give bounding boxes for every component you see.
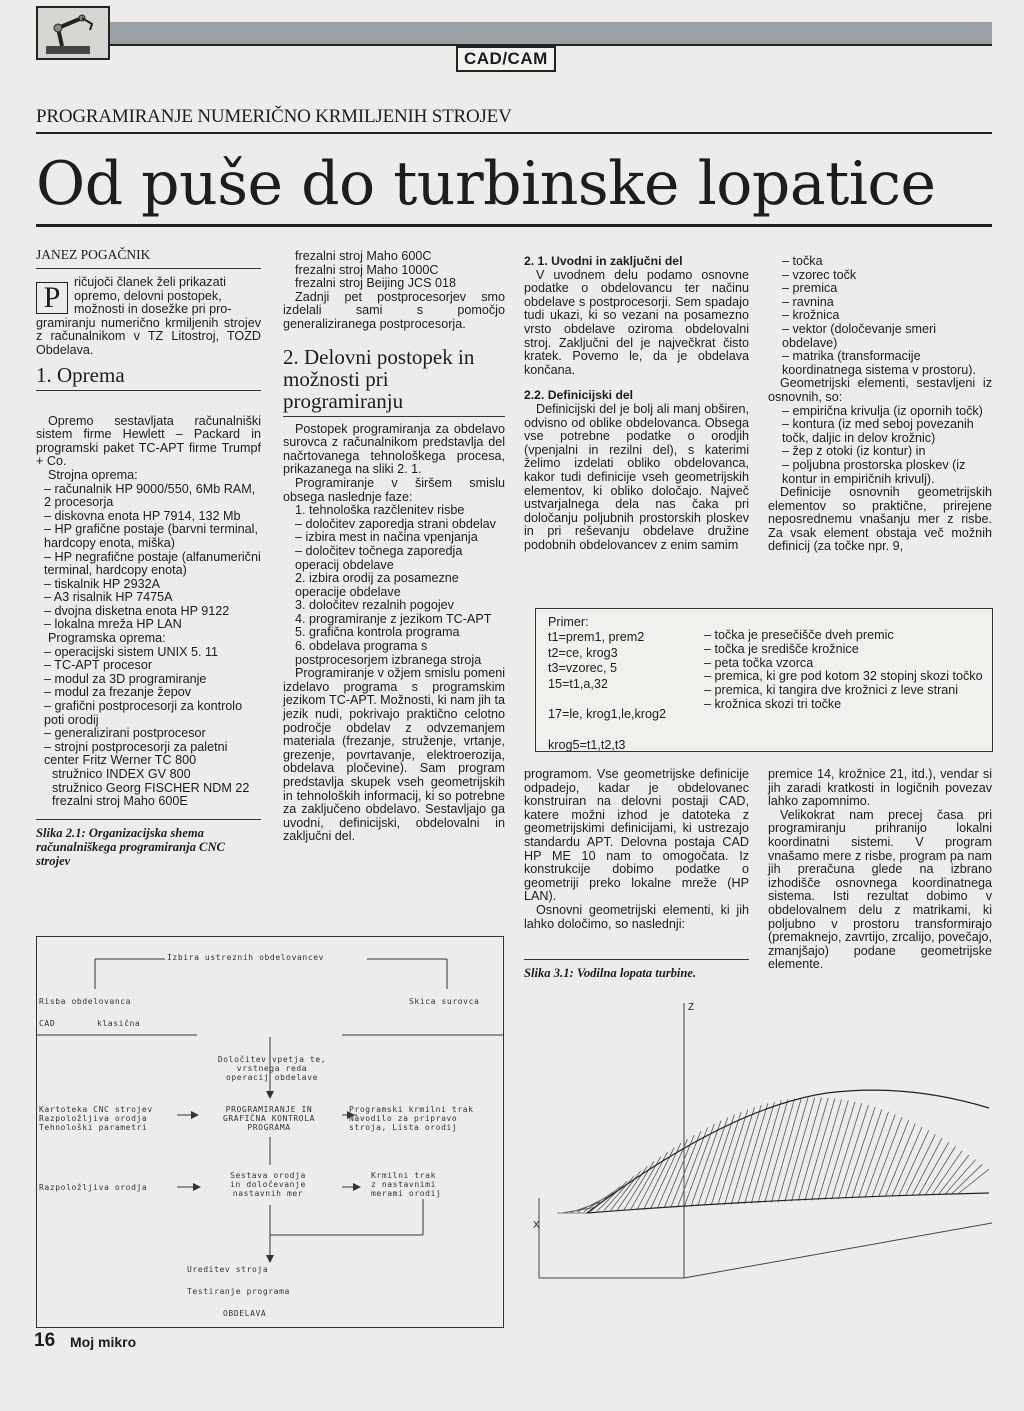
x-axis-label: X xyxy=(533,1220,540,1231)
blade-hatch-line xyxy=(604,1176,634,1210)
intro-first-lines xyxy=(36,276,261,317)
paragraph: Definicije osnovnih geometrijskih elementov so praktične, prirejene neposrednemu vnašanju mer z risbe. Za vsak element obstaja več možnih definicij (za točke npr. 9, xyxy=(768,485,992,554)
hardware-title: Strojna oprema: xyxy=(48,467,138,482)
paragraph: Geometrijski elementi, sestavljeni iz osnovnih, so: xyxy=(768,376,992,404)
blade-hatch-line xyxy=(771,1098,801,1202)
flow-node: Izbira ustreznih obdelovancev xyxy=(167,953,325,962)
list-item: frezalni stroj Maho 600E xyxy=(52,794,188,809)
list-item: – premica xyxy=(782,281,838,296)
paragraph: Osnovni geometrijski elementi, ki jih lahko določimo, so naslednji: xyxy=(524,902,749,931)
flow-node-line: Določitev vpetja te, xyxy=(217,1055,327,1064)
list-item: – ravnina xyxy=(782,294,834,309)
blade-hatch-line xyxy=(584,1192,614,1212)
flow-node: CAD xyxy=(39,1019,56,1028)
code-line: t2=ce, krog3 xyxy=(548,645,618,660)
blade-hatch-line xyxy=(597,1181,627,1211)
list-item: – lokalna mreža HP LAN xyxy=(44,617,182,632)
list-item: 6. obdelava programa s postprocesorjem izbranega stroja xyxy=(295,639,482,667)
note-line: – točka je središče krožnice xyxy=(704,641,859,656)
blade-hatch-line xyxy=(892,1127,922,1196)
flow-node-line: nastavnih mer xyxy=(232,1189,304,1198)
code-line: t1=prem1, prem2 xyxy=(548,630,645,645)
blade-hatch-line xyxy=(792,1098,822,1202)
column-3 xyxy=(524,255,749,552)
list-item: – poljubna prostorska ploskev (iz kontur in empiričnih krivulj). xyxy=(782,457,966,486)
flow-node-line: z nastavnimi xyxy=(371,1180,436,1189)
flow-node-line: Krmilni trak xyxy=(371,1171,436,1180)
note-line: – točka je presečišče dveh premic xyxy=(704,628,894,642)
blade-hatch-line xyxy=(745,1102,775,1204)
flow-node-line: operacij obdelave xyxy=(225,1073,319,1082)
flow-node: Razpoložljiva orodja xyxy=(39,1183,148,1192)
list-item: – določitev zaporedja strani obdelav xyxy=(295,516,496,531)
flow-node: Skica surovca xyxy=(409,997,480,1006)
note-line: – peta točka vzorca xyxy=(704,655,814,670)
blade-hatch-line xyxy=(872,1117,902,1197)
list-item: – žep z otoki (iz kontur) in xyxy=(782,444,926,459)
code-line: 17=le, krog1,le,krog2 xyxy=(548,707,666,722)
kicker-title: PROGRAMIRANJE NUMERIČNO KRMILJENIH STROJEV xyxy=(36,106,512,127)
flow-node-line: vrstnega reda xyxy=(236,1064,308,1073)
list-item: – TC-APT procesor xyxy=(44,658,153,673)
z-axis-label: Z xyxy=(688,1002,695,1013)
flow-node-line: Kartoteka CNC strojev xyxy=(39,1105,153,1114)
flow-node xyxy=(203,1171,333,1198)
intro-paragraph: gramiranju numerično krmiljenih strojev z računalnikom v TZ Litostroj, TOZD Obdelava. xyxy=(36,315,261,357)
page-number: 16 xyxy=(34,1330,56,1351)
blade-hatch-line xyxy=(852,1109,882,1198)
flow-node-line: Razpoložljiva orodja xyxy=(39,1114,148,1123)
blade-hatch-line xyxy=(778,1098,808,1202)
flow-node xyxy=(197,1055,347,1082)
paragraph: Definicijski del je bolj ali manj obširen, odvisno od oblike obdelovanca. Obsega vse potrebne podatke o orodjih (vpenjalni in rezilni del), s katerimi želimo izdelati obliko obdelovanca, kakor tudi definicije vseh geometrijskih elementov, ki obliko določajo. Največ ustvarjalnega dela nas čaka pri določanju poljubnih prostorskih ploskev in pri reševanju obdelave družine podobnih obdelovancev z enim samim xyxy=(524,401,749,552)
code-line: t3=vzorec, 5 xyxy=(548,661,617,676)
flow-node-line: PROGRAMIRANJE IN xyxy=(225,1105,313,1114)
list-item: 2. izbira orodij za posamezne operacije obdelave xyxy=(295,571,459,599)
flow-node: OBDELAVA xyxy=(223,1309,267,1318)
kicker-rule xyxy=(36,132,992,134)
list-item: stružnico Georg FISCHER NDM 22 xyxy=(52,780,250,795)
author-name: JANEZ POGAČNIK xyxy=(36,247,151,262)
intro-line: možnosti in dosežke pri pro- xyxy=(74,302,232,317)
paragraph: V uvodnem delu podamo osnovne podatke o obdelovancu ter načinu obdelave s postprocesorji. Sem spadajo tudi ukazi, ki so vezani na posamezno vrsto obdelave oziroma obdelovalni stroj. Zaključni del je največkrat čisto kratek. Povemo le, da je obdelava končana. xyxy=(524,267,749,377)
subsection-2-1-title: 2. 1. Uvodni in zaključni del xyxy=(524,254,683,268)
list-item: – modul za frezanje žepov xyxy=(44,685,192,700)
blade-hatch-line xyxy=(865,1114,895,1197)
list-item: – modul za 3D programiranje xyxy=(44,671,207,686)
paragraph: Zadnji pet postprocesorjev smo izdelali sami s pomočjo generaliziranega postprocesorja. xyxy=(283,289,505,331)
flow-node-line: merami orodij xyxy=(371,1189,442,1198)
headline-rule xyxy=(36,224,992,227)
list-item: – grafični postprocesorji za kontrolo poti orodij xyxy=(44,699,243,727)
code-line xyxy=(548,723,666,738)
flow-node-line: Navodilo za pripravo xyxy=(349,1114,458,1123)
flow-node: Ureditev stroja xyxy=(187,1265,269,1274)
code-line xyxy=(548,692,666,707)
flow-node-line: in določevanje xyxy=(230,1180,306,1189)
list-item: – strojni postprocesorji za paletni center Fritz Werner TC 800 xyxy=(44,739,228,768)
section-2-title: 2. Delovni postopek in možnosti pri programiranju xyxy=(283,344,475,413)
element-list xyxy=(768,255,992,377)
blade-hatch-line xyxy=(805,1098,835,1200)
flow-node: klasična xyxy=(97,1019,141,1028)
paragraph: Programiranje v širšem smislu obsega naslednje faze: xyxy=(283,475,505,504)
note-line: – premica, ki tangira dve krožnici z leve strani xyxy=(704,683,959,698)
list-item: – operacijski sistem UNIX 5. 11 xyxy=(44,644,219,659)
figure-3-1-caption: Slika 3.1: Vodilna lopata turbine. xyxy=(524,966,697,981)
machine-line: frezalni stroj Maho 600C xyxy=(295,249,432,263)
intro-line: opremo, delovni postopek, xyxy=(74,288,222,303)
list-item: – izbira mest in načina vpenjanja xyxy=(295,530,478,545)
header-band xyxy=(108,22,992,44)
section-rule xyxy=(36,390,261,391)
blade-hatch-line xyxy=(684,1124,714,1207)
blade-hatch-line xyxy=(725,1107,755,1204)
list-item: – dvojna disketna enota HP 9122 xyxy=(44,603,230,618)
flow-node xyxy=(39,1105,153,1132)
list-item: – vektor (določevanje smeri obdelave) xyxy=(782,321,936,350)
list-item: – generalizirani postprocesor xyxy=(44,726,206,741)
software-title: Programska oprema: xyxy=(48,631,166,646)
list-item: – določitev točnega zaporedja operacij obdelave xyxy=(295,543,463,572)
example-box xyxy=(535,608,993,752)
paragraph: Opremo sestavljata računalniški sistem firme Hewlett – Packard in programski paket TC-APT firme Trumpf + Co. xyxy=(36,413,261,469)
note-line: – premica, ki gre pod kotom 32 stopinj skozi točko xyxy=(704,669,983,684)
example-code xyxy=(548,615,666,754)
flow-node xyxy=(349,1105,474,1132)
list-item: 5. grafična kontrola programa xyxy=(295,625,460,640)
list-item: 1. tehnološka razčlenitev risbe xyxy=(295,503,465,518)
section-1-title: 1. Oprema xyxy=(36,362,125,387)
organization-flowchart xyxy=(36,936,504,1328)
blade-hatch-line xyxy=(845,1107,875,1199)
flow-node xyxy=(199,1105,339,1132)
element-list xyxy=(768,405,992,487)
hardware-list xyxy=(36,483,261,633)
list-item: – vzorec točk xyxy=(782,267,857,282)
list-item: – matrika (transformacije koordinatnega sistema v prostoru). xyxy=(782,349,976,377)
section-rule xyxy=(283,416,505,417)
caption-rule xyxy=(524,959,749,960)
blade-hatch-line xyxy=(765,1098,795,1202)
flow-node-line: Tehnološki parametri xyxy=(39,1123,148,1132)
machine-line: frezalni stroj Beijing JCS 018 xyxy=(295,276,456,291)
list-item: – HP grafične postaje (barvni terminal, hardcopy enota, miška) xyxy=(44,522,258,550)
code-line: krog5=t1,t2,t3 xyxy=(548,738,626,753)
magazine-name: Moj mikro xyxy=(70,1334,137,1350)
list-item: – kontura (iz med seboj povezanih točk, daljic in delov krožnic) xyxy=(782,417,974,445)
blade-hatch-line xyxy=(812,1099,842,1200)
blade-hatch-line xyxy=(859,1112,889,1198)
intro-line: ričujoči članek želi prikazati xyxy=(74,275,226,289)
software-list xyxy=(36,646,261,809)
subsection-2-2-title: 2.2. Definicijski del xyxy=(524,388,634,403)
list-item: 4. programiranje z jezikom TC-APT xyxy=(295,611,492,626)
list-item: – točka xyxy=(782,254,823,268)
flow-node: Risba obdelovanca xyxy=(39,997,132,1006)
flow-node-line: Sestava orodja xyxy=(230,1171,306,1180)
list-item: 3. določitev rezalnih pogojev xyxy=(295,598,454,613)
paragraph: Postopek programiranja za obdelavo surovca z računalnikom predstavlja del načrtovanega tehnološkega procesa, prikazanega na sliki 2. 1. xyxy=(283,421,505,477)
author-rule xyxy=(36,268,261,269)
column-4 xyxy=(768,255,992,554)
flow-node xyxy=(371,1171,441,1198)
turbine-blade-figure xyxy=(527,998,992,1298)
blade-hatch-line xyxy=(939,1155,969,1194)
blade-hatch-line xyxy=(798,1098,828,1201)
paragraph: premice 14, krožnice 21, itd.), vendar si jih zaradi kratkosti in logičnih povezav lahko zapomnimo. xyxy=(768,767,992,809)
list-item: – tiskalnik HP 2932A xyxy=(44,576,160,591)
blade-hatch-line xyxy=(731,1105,761,1204)
blade-hatch-line xyxy=(704,1115,734,1206)
blade-hatch-line xyxy=(698,1118,728,1206)
caption-rule xyxy=(36,819,261,820)
blade-hatch-line xyxy=(718,1109,748,1205)
blade-hatch-line xyxy=(879,1120,909,1197)
paragraph: programom. Vse geometrijske definicije odpadejo, kadar je obdelovanec konstruiran na delovni postaji CAD, katere možni izhod je datoteka z geometrijskimi definicijami, ki ustrezajo standardu APT. Delovna postaja CAD HP ME 10 nam to omogočata. Iz konstrukcije dobimo podatke o geometriji preko lokalne mreže (HP LAN). xyxy=(524,767,749,904)
list-item: – diskovna enota HP 7914, 132 Mb xyxy=(44,508,241,523)
blade-hatch-line xyxy=(885,1123,915,1196)
drop-cap: P xyxy=(36,282,68,314)
list-item: stružnico INDEX GV 800 xyxy=(52,767,191,781)
example-notes xyxy=(704,629,984,712)
flow-node-line: stroja, Lista orodij xyxy=(349,1123,458,1132)
note-line: – krožnica skozi tri točke xyxy=(704,696,842,711)
list-item: – računalnik HP 9000/550, 6Mb RAM, 2 procesorja xyxy=(44,481,256,510)
paragraph: Programiranje v ožjem smislu pomeni izdelavo programa s programskim jezikom TC-APT. Možnosti, ki nam jih ta jezik nudi, pokrivajo praktično celotno področje obdelav z odvzemanjem materiala (frezanje, struženje, vrtanje, grezenje, povrtavanje, elektroerozija, obdelava pločevine). Sam program predstavlja skupek vseh geometrijskih in tehnoloških informacij, ki so potrebne za zaključeno obdelavo. Sestavljajo ga uvodni, definicijski, obdelovalni in zaključni del. xyxy=(283,666,505,844)
code-line: 15=t1,a,32 xyxy=(548,676,608,691)
flow-node-line: PROGRAMA xyxy=(247,1123,291,1132)
example-title: Primer: xyxy=(548,615,589,629)
headline: Od puše do turbinske lopatice xyxy=(36,149,936,219)
paragraph: Velikokrat nam precej časa pri programiranju prihranijo lokalni koordinatni sistemi. V program vnašamo mere z risbe, program pa nam jih preračuna glede na izbrano izhodišče osnovnega koordinatnega sistema. Isti rezultat dobimo v obdelovalnem delu z matrikami, ki poljubno v prostoru transformirajo (premaknejo, zavrtijo, zrcalijo, povečajo, zmanjšajo) podane geometrijske elemente. xyxy=(768,807,992,972)
list-item: – empirična krivulja (iz opornih točk) xyxy=(782,403,983,418)
robot-arm-logo xyxy=(36,6,110,60)
blade-hatch-line xyxy=(785,1097,815,1201)
blade-hatch-line xyxy=(751,1100,781,1203)
phase-list xyxy=(283,504,505,667)
column-2 xyxy=(283,250,505,844)
list-item: – A3 risalnik HP 7475A xyxy=(44,590,173,605)
list-item: – krožnica xyxy=(782,308,840,323)
list-item: – HP negrafične postaje (alfanumerični terminal, hardcopy enota) xyxy=(44,549,261,578)
column-4-continued xyxy=(768,768,992,972)
blade-hatch-line xyxy=(691,1121,721,1207)
flow-node: Testiranje programa xyxy=(187,1287,290,1296)
figure-2-1-caption: Slika 2.1: Organizacijska shema računalniškega programiranja CNC strojev xyxy=(36,825,225,868)
machine-line: frezalni stroj Maho 1000C xyxy=(295,262,439,277)
blade-hatch-line xyxy=(758,1099,788,1203)
column-1 xyxy=(36,276,261,868)
section-tag: CAD/CAM xyxy=(456,46,556,72)
column-3-continued xyxy=(524,768,749,980)
blade-hatch-line xyxy=(946,1160,976,1194)
flow-node-line: Programski krmilni trak xyxy=(349,1105,474,1114)
flow-node-line: GRAFIČNA KONTROLA xyxy=(222,1114,316,1123)
